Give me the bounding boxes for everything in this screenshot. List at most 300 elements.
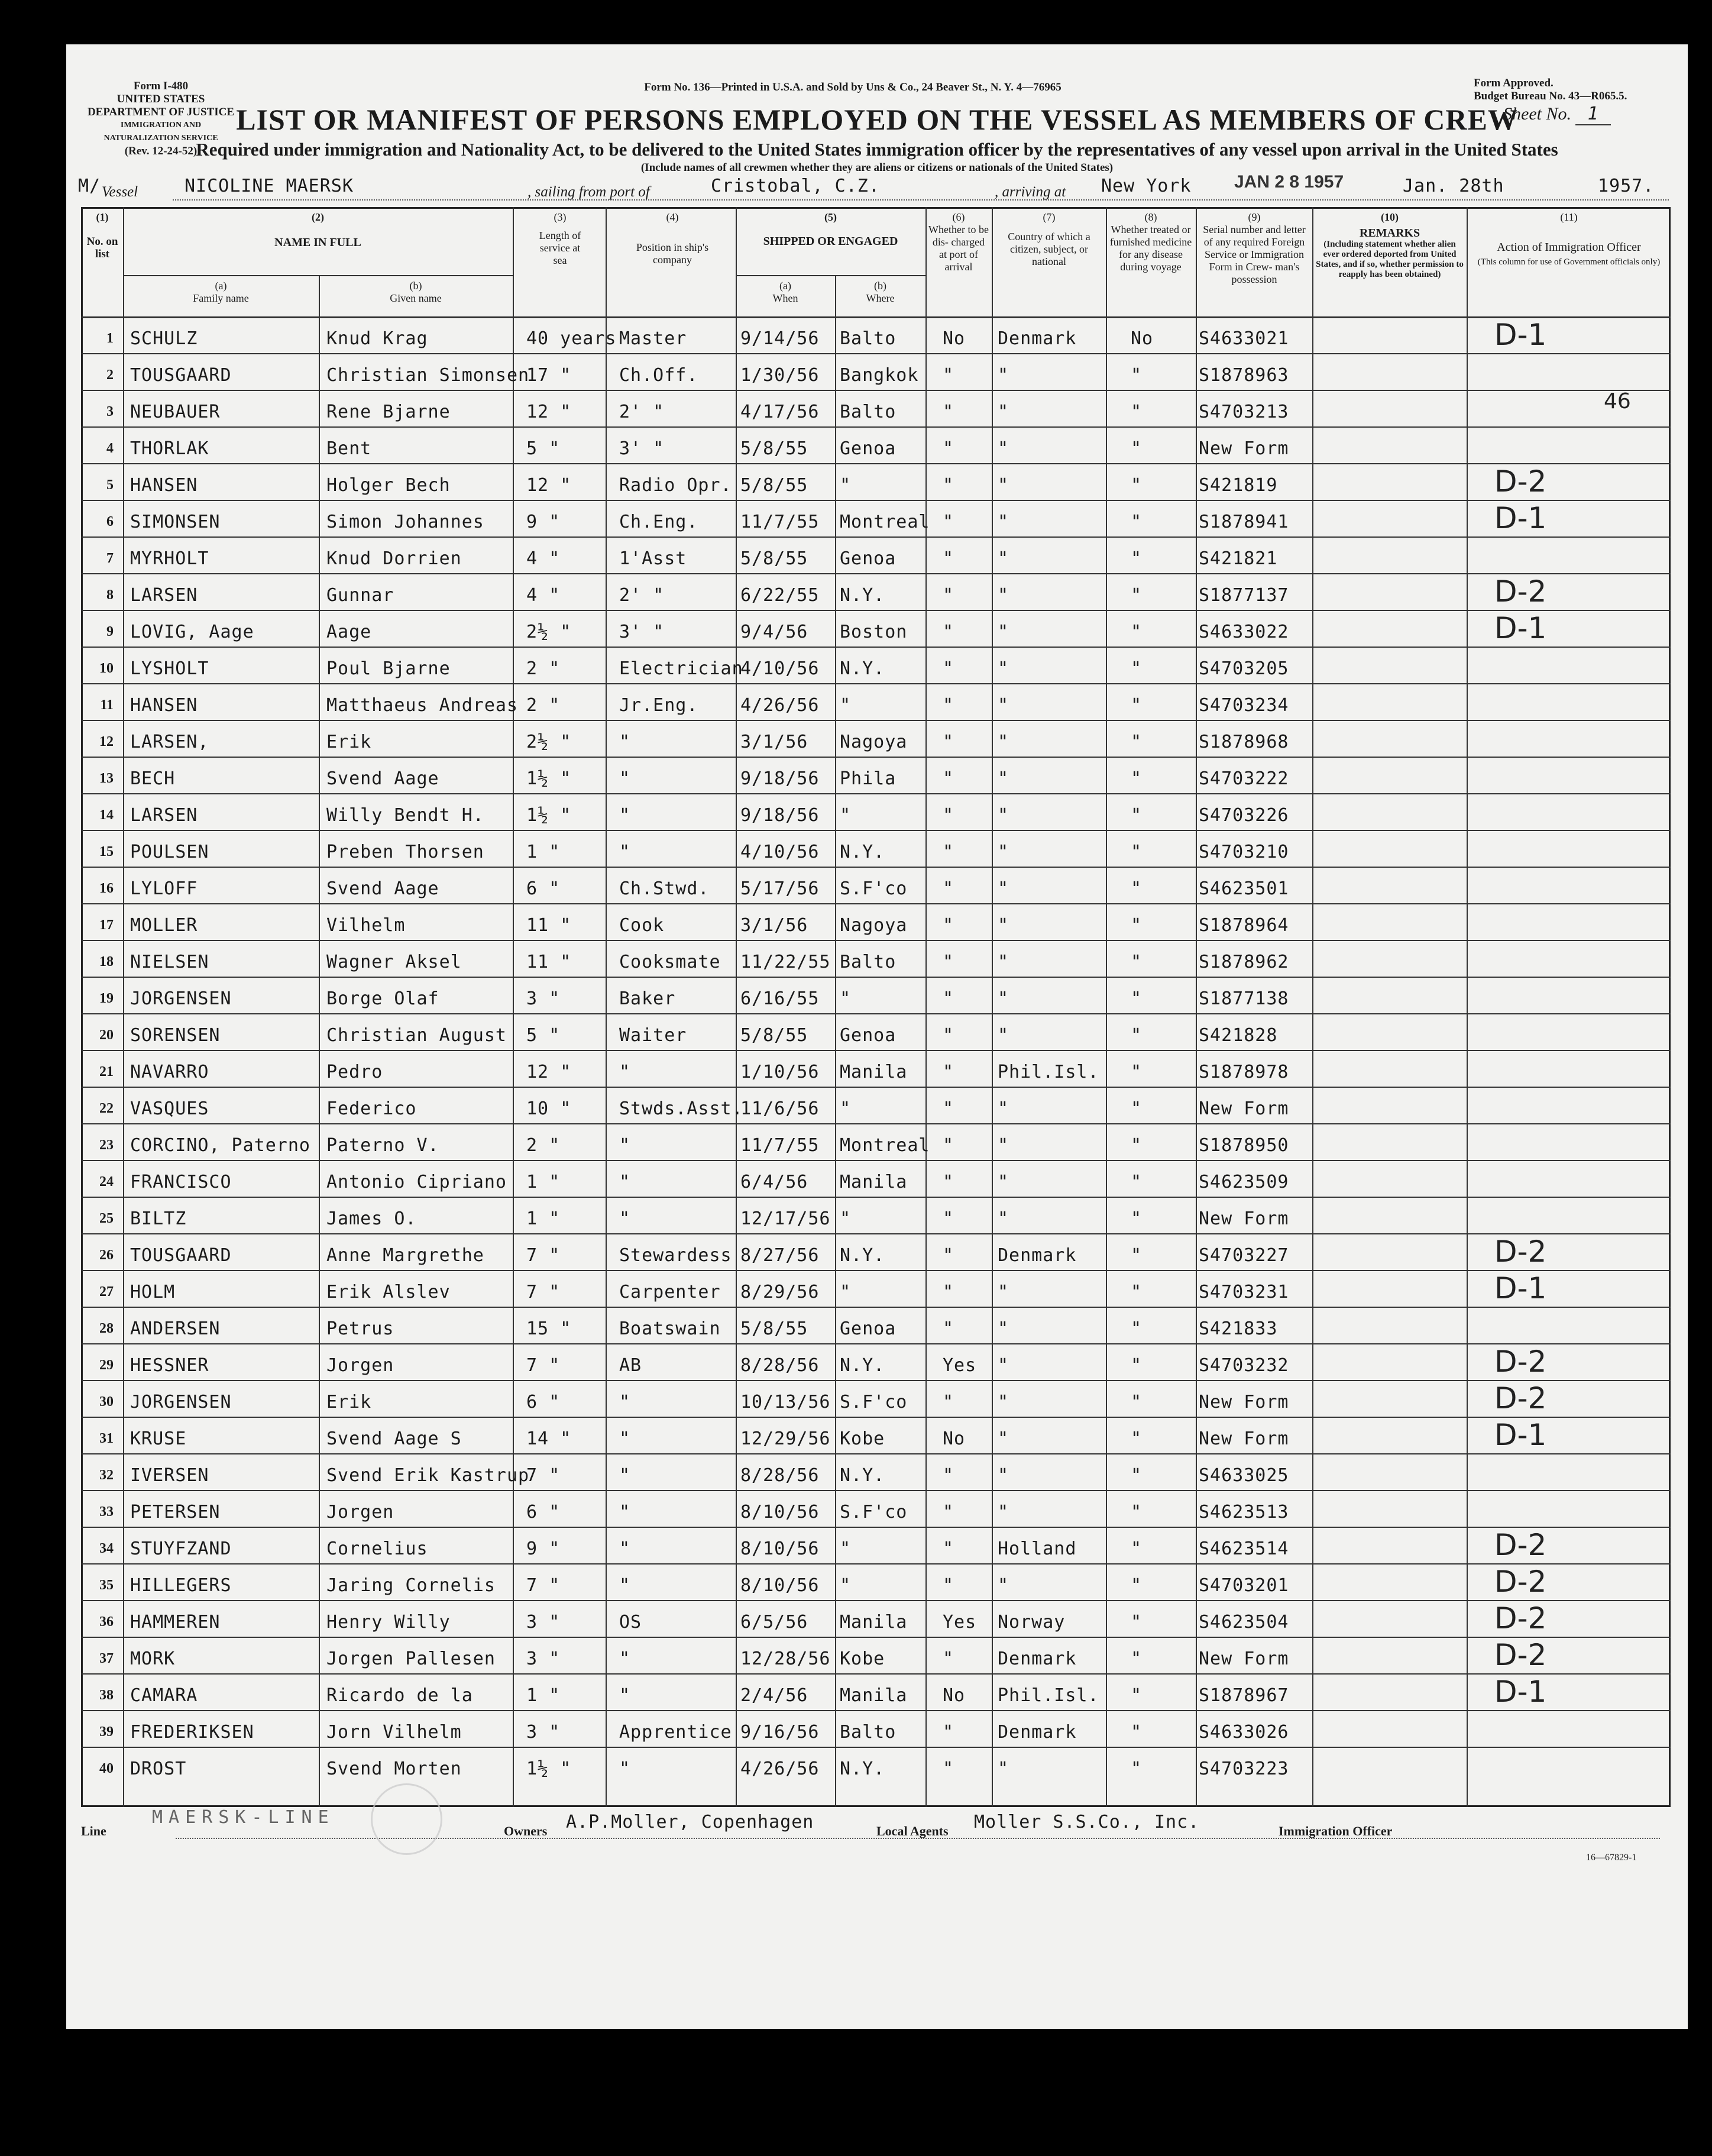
service-length: 9 " (526, 512, 561, 532)
officer-action: D-2 (1494, 1381, 1547, 1415)
serial-number: S1877137 (1199, 585, 1289, 606)
medicine: " (1131, 1428, 1143, 1449)
serial-number: S421833 (1199, 1318, 1278, 1339)
vessel-label: Vessel (102, 184, 138, 200)
serial-number: S1878962 (1199, 952, 1289, 972)
serial-number: S4703223 (1199, 1759, 1289, 1779)
family-name: LARSEN (130, 585, 198, 606)
service-length: 1 " (526, 842, 561, 862)
row-rule (81, 1307, 1671, 1308)
shipped-when: 2/4/56 (740, 1685, 808, 1706)
service-length: 1 " (526, 1685, 561, 1706)
given-name: Knud Dorrien (326, 548, 462, 569)
country: " (998, 915, 1009, 936)
shipped-when: 8/27/56 (740, 1245, 820, 1266)
country: Denmark (998, 1722, 1077, 1743)
row-number: 8 (106, 587, 114, 603)
serial-number: S4703210 (1199, 842, 1289, 862)
medicine: " (1131, 695, 1143, 716)
service-length: 9 " (526, 1538, 561, 1559)
shipped-where: " (840, 475, 852, 496)
position: Electrician (619, 658, 743, 679)
arrival-year: 1957. (1598, 176, 1655, 196)
discharged: " (943, 1722, 954, 1743)
position: 2' " (619, 585, 665, 606)
medicine: " (1131, 622, 1143, 642)
service-length: 17 " (526, 365, 572, 386)
position: AB (619, 1355, 642, 1376)
service-length: 2½ " (526, 732, 572, 752)
row-number: 11 (100, 697, 114, 713)
row-rule (81, 1673, 1671, 1675)
discharged: " (943, 1282, 954, 1302)
family-name: IVERSEN (130, 1465, 209, 1486)
position: " (619, 1465, 631, 1486)
shipped-where: Manila (840, 1062, 908, 1082)
officer-label: Immigration Officer (1279, 1824, 1393, 1838)
given-name: Federico (326, 1098, 417, 1119)
family-name: NAVARRO (130, 1062, 209, 1082)
row-rule (81, 647, 1671, 648)
family-name: MOLLER (130, 915, 198, 936)
medicine: " (1131, 1172, 1143, 1192)
given-name: Petrus (326, 1318, 394, 1339)
row-number: 14 (99, 807, 114, 823)
discharged: " (943, 768, 954, 789)
country: " (998, 1355, 1009, 1376)
serial-number: S1877138 (1199, 988, 1289, 1009)
shipped-when: 9/16/56 (740, 1722, 820, 1743)
position: Stwds.Asst. (619, 1098, 743, 1119)
given-name: Aage (326, 622, 372, 642)
row-number: 21 (99, 1064, 114, 1079)
serial-number: S4703234 (1199, 695, 1289, 716)
family-name: HOLM (130, 1282, 176, 1302)
position: OS (619, 1612, 642, 1633)
family-name: FREDERIKSEN (130, 1722, 254, 1743)
row-number: 5 (106, 477, 114, 493)
budget-bureau: Budget Bureau No. 43—R065.5. (1474, 90, 1627, 102)
country: " (998, 1465, 1009, 1486)
given-name: Jaring Cornelis (326, 1575, 496, 1596)
medicine: " (1131, 438, 1143, 459)
family-name: DROST (130, 1759, 187, 1779)
serial-number: S421821 (1199, 548, 1278, 569)
shipped-where: " (840, 988, 852, 1009)
position: Ch.Eng. (619, 512, 698, 532)
family-name: BILTZ (130, 1208, 187, 1229)
row-rule (81, 1160, 1671, 1161)
position: " (619, 1759, 631, 1779)
row-rule (81, 1417, 1671, 1418)
row-rule (81, 1563, 1671, 1565)
shipped-where: Manila (840, 1685, 908, 1706)
col2a-header: (a) Family name (193, 280, 249, 304)
family-name: STUYFZAND (130, 1538, 232, 1559)
serial-number: S4623509 (1199, 1172, 1289, 1192)
country: " (998, 842, 1009, 862)
country: " (998, 438, 1009, 459)
discharged: " (943, 1465, 954, 1486)
serial-number: S4703205 (1199, 658, 1289, 679)
shipped-where: N.Y. (840, 1759, 885, 1779)
position: " (619, 768, 631, 789)
col2-header: (2) NAME IN FULL (274, 211, 361, 249)
shipped-when: 12/28/56 (740, 1648, 831, 1669)
service-length: 5 " (526, 1025, 561, 1046)
position: Stewardess (619, 1245, 732, 1266)
position: " (619, 1502, 631, 1523)
service-length: 15 " (526, 1318, 572, 1339)
discharged: " (943, 695, 954, 716)
medicine: " (1131, 768, 1143, 789)
shipped-when: 6/4/56 (740, 1172, 808, 1192)
shipped-where: N.Y. (840, 585, 885, 606)
given-name: Jorn Vilhelm (326, 1722, 462, 1743)
shipped-when: 11/7/55 (740, 1135, 820, 1156)
medicine: " (1131, 1282, 1143, 1302)
service-length: 4 " (526, 585, 561, 606)
discharged: " (943, 1062, 954, 1082)
shipped-when: 5/8/55 (740, 438, 808, 459)
medicine: " (1131, 805, 1143, 826)
family-name: LARSEN (130, 805, 198, 826)
given-name: Preben Thorsen (326, 842, 484, 862)
given-name: Erik Alslev (326, 1282, 451, 1302)
arrival-port: New York (1101, 176, 1192, 196)
vessel-name: NICOLINE MAERSK (185, 176, 354, 196)
shipped-where: Kobe (840, 1428, 885, 1449)
arriving-label: , arriving at (995, 184, 1066, 200)
col2b-header: (b) Given name (390, 280, 442, 304)
row-number: 33 (99, 1504, 114, 1520)
given-name: Wagner Aksel (326, 952, 462, 972)
shipped-when: 12/29/56 (740, 1428, 831, 1449)
medicine: " (1131, 1722, 1143, 1743)
country: " (998, 695, 1009, 716)
row-number: 25 (99, 1211, 114, 1226)
shipped-when: 4/17/56 (740, 402, 820, 422)
serial-number: S4623501 (1199, 878, 1289, 899)
position: 1'Asst (619, 548, 687, 569)
serial-number: New Form (1199, 1392, 1289, 1412)
row-number: 19 (99, 991, 114, 1006)
col5b-header: (b) Where (866, 280, 895, 304)
position: 3' " (619, 622, 665, 642)
row-rule (81, 610, 1671, 611)
family-name: NIELSEN (130, 952, 209, 972)
family-name: CORCINO, Paterno (130, 1135, 310, 1156)
given-name: Christian Simonsen (326, 365, 530, 386)
family-name: TOUSGAARD (130, 365, 232, 386)
shipped-when: 11/6/56 (740, 1098, 820, 1119)
col6-header: (6) Whether to be dis- charged at port of arrival (928, 211, 989, 273)
given-name: Erik (326, 732, 372, 752)
position: " (619, 1172, 631, 1192)
row-number: 23 (99, 1137, 114, 1153)
serial-number: S421828 (1199, 1025, 1278, 1046)
shipped-where: Genoa (840, 1025, 897, 1046)
family-name: HAMMEREN (130, 1612, 221, 1633)
serial-number: S1878964 (1199, 915, 1289, 936)
row-number: 13 (99, 771, 114, 786)
service-length: 1½ " (526, 768, 572, 789)
serial-number: S4623514 (1199, 1538, 1289, 1559)
officer-action: D-2 (1494, 1234, 1547, 1269)
family-name: LYLOFF (130, 878, 198, 899)
crew-note: (Include names of all crewmen whether they are aliens or citizens or nationals of the United States) (640, 161, 1114, 174)
col5-header: (5) SHIPPED OR ENGAGED (763, 211, 898, 248)
footer (81, 1807, 1671, 1843)
service-length: 7 " (526, 1355, 561, 1376)
service-length: 12 " (526, 402, 572, 422)
given-name: Erik (326, 1392, 372, 1412)
family-name: POULSEN (130, 842, 209, 862)
row-number: 18 (99, 954, 114, 969)
country: Denmark (998, 328, 1077, 349)
medicine: " (1131, 1135, 1143, 1156)
position: 2' " (619, 402, 665, 422)
position: Baker (619, 988, 676, 1009)
medicine: " (1131, 1465, 1143, 1486)
row-rule (81, 1527, 1671, 1528)
shipped-when: 10/13/56 (740, 1392, 831, 1412)
medicine: " (1131, 842, 1143, 862)
sailing-port: Cristobal, C.Z. (711, 176, 880, 196)
row-rule (81, 390, 1671, 391)
given-name: Ricardo de la (326, 1685, 473, 1706)
family-name: HANSEN (130, 475, 198, 496)
col9-header: (9) Serial number and letter of any required Foreign Service or Immigration Form in Crew- man's possession (1203, 211, 1306, 285)
shipped-where: N.Y. (840, 1465, 885, 1486)
row-number: 7 (106, 551, 114, 566)
officer-action: D-2 (1494, 574, 1547, 609)
seal-stamp (371, 1783, 442, 1855)
position: Radio Opr. (619, 475, 732, 496)
row-number: 2 (106, 367, 114, 383)
row-number: 20 (99, 1027, 114, 1043)
given-name: Willy Bendt H. (326, 805, 484, 826)
officer-action: D-1 (1494, 501, 1547, 535)
position: " (619, 1538, 631, 1559)
given-name: Knud Krag (326, 328, 428, 349)
discharged: " (943, 1025, 954, 1046)
shipped-when: 5/8/55 (740, 1318, 808, 1339)
shipped-where: Montreal (840, 1135, 930, 1156)
service-length: 3 " (526, 1648, 561, 1669)
family-name: SIMONSEN (130, 512, 221, 532)
line-label: Line (81, 1824, 106, 1838)
medicine: " (1131, 1245, 1143, 1266)
shipped-when: 5/8/55 (740, 1025, 808, 1046)
position: Apprentice (619, 1722, 732, 1743)
discharged: " (943, 878, 954, 899)
country: " (998, 1098, 1009, 1119)
country: " (998, 1318, 1009, 1339)
serial-number: S4703232 (1199, 1355, 1289, 1376)
shipped-where: Balto (840, 952, 897, 972)
col11-header: (11) Action of Immigration Officer (This column for use of Government officials only) (1477, 211, 1661, 267)
col10-header: (10) REMARKS (Including statement whether alien ever ordered deported from United States, and if so, whether permission to reapply has been obtained) (1316, 211, 1464, 279)
given-name: Pedro (326, 1062, 383, 1082)
family-name: SCHULZ (130, 328, 198, 349)
row-number: 12 (99, 734, 114, 749)
shipped-where: Manila (840, 1172, 908, 1192)
row-rule (81, 1453, 1671, 1454)
shipped-when: 8/29/56 (740, 1282, 820, 1302)
sailing-label: , sailing from port of (527, 184, 650, 200)
department: UNITED STATES DEPARTMENT OF JUSTICE (87, 93, 235, 118)
discharged: " (943, 842, 954, 862)
medicine: " (1131, 1025, 1143, 1046)
position: Jr.Eng. (619, 695, 698, 716)
shipped-when: 8/28/56 (740, 1355, 820, 1376)
country: " (998, 1172, 1009, 1192)
medicine: " (1131, 1612, 1143, 1633)
page-subtitle: Required under immigration and Nationality Act, to be delivered to the United States immigration officer by the representatives of any vessel upon arrival in the United States (196, 139, 1558, 160)
form-code: 16—67829-1 (1586, 1853, 1637, 1863)
approval-block (1474, 77, 1669, 103)
medicine: " (1131, 732, 1143, 752)
shipped-when: 11/22/55 (740, 952, 831, 972)
shipped-when: 6/16/55 (740, 988, 820, 1009)
family-name: FRANCISCO (130, 1172, 232, 1192)
family-name: HANSEN (130, 695, 198, 716)
serial-number: S4703226 (1199, 805, 1289, 826)
medicine: " (1131, 1759, 1143, 1779)
sheet-number: 1 (1575, 104, 1610, 125)
shipped-when: 8/10/56 (740, 1538, 820, 1559)
country: " (998, 805, 1009, 826)
margin-note: 46 (1604, 389, 1631, 413)
given-name: Bent (326, 438, 372, 459)
country: " (998, 952, 1009, 972)
position: " (619, 1392, 631, 1412)
family-name: LARSEN, (130, 732, 209, 752)
line-name: MAERSK-LINE (152, 1807, 335, 1828)
service-length: 2½ " (526, 622, 572, 642)
serial-number: S4703213 (1199, 402, 1289, 422)
service-length: 2 " (526, 658, 561, 679)
serial-number: S4633021 (1199, 328, 1289, 349)
discharged: " (943, 1648, 954, 1669)
discharged: Yes (943, 1355, 977, 1376)
country: " (998, 1282, 1009, 1302)
officer-action: D-1 (1494, 1271, 1547, 1305)
shipped-where: Balto (840, 1722, 897, 1743)
row-rule (81, 1343, 1671, 1344)
discharged: " (943, 512, 954, 532)
given-name: Cornelius (326, 1538, 428, 1559)
country: " (998, 402, 1009, 422)
officer-action: D-2 (1494, 1638, 1547, 1672)
discharged: " (943, 1759, 954, 1779)
form-approved: Form Approved. (1474, 77, 1554, 89)
row-number: 32 (99, 1467, 114, 1483)
row-rule (81, 1013, 1671, 1014)
arrival-date: Jan. 28th (1403, 176, 1504, 196)
shipped-where: S.F'co (840, 878, 908, 899)
shipped-when: 4/10/56 (740, 658, 820, 679)
discharged: " (943, 658, 954, 679)
discharged: " (943, 365, 954, 386)
medicine: " (1131, 878, 1143, 899)
serial-number: S421819 (1199, 475, 1278, 496)
discharged: " (943, 805, 954, 826)
service-length: 11 " (526, 915, 572, 936)
given-name: Svend Aage (326, 768, 439, 789)
serial-number: New Form (1199, 1098, 1289, 1119)
row-number: 22 (99, 1101, 114, 1116)
shipped-where: " (840, 1282, 852, 1302)
discharged: No (943, 1428, 966, 1449)
row-number: 3 (106, 404, 114, 419)
vessel-rule (173, 199, 1669, 201)
service-length: 1½ " (526, 1759, 572, 1779)
shipped-where: S.F'co (840, 1502, 908, 1523)
given-name: Svend Aage S (326, 1428, 462, 1449)
given-name: Anne Margrethe (326, 1245, 484, 1266)
shipped-when: 8/10/56 (740, 1575, 820, 1596)
medicine: " (1131, 475, 1143, 496)
row-number: 4 (106, 441, 114, 456)
shipped-when: 1/30/56 (740, 365, 820, 386)
page-title: LIST OR MANIFEST OF PERSONS EMPLOYED ON THE VESSEL AS MEMBERS OF CREW (236, 103, 1518, 136)
vessel-prefix: M/ (78, 176, 101, 196)
col3-header: (3) Length of service at sea (539, 211, 581, 266)
position: Ch.Off. (619, 365, 698, 386)
country: " (998, 988, 1009, 1009)
discharged: " (943, 402, 954, 422)
position: " (619, 1062, 631, 1082)
shipped-when: 6/5/56 (740, 1612, 808, 1633)
given-name: Jorgen Pallesen (326, 1648, 496, 1669)
row-number: 37 (99, 1651, 114, 1666)
officer-action: D-2 (1494, 1528, 1547, 1562)
service-length: 11 " (526, 952, 572, 972)
serial-number: S4623513 (1199, 1502, 1289, 1523)
discharged: " (943, 952, 954, 972)
shipped-where: " (840, 1575, 852, 1596)
row-rule (81, 1380, 1671, 1381)
country: " (998, 622, 1009, 642)
service-length: 7 " (526, 1465, 561, 1486)
form-number: Form I-480 (133, 80, 189, 92)
country: " (998, 768, 1009, 789)
shipped-where: S.F'co (840, 1392, 908, 1412)
shipped-subrule (736, 275, 925, 276)
position: " (619, 805, 631, 826)
shipped-when: 3/1/56 (740, 915, 808, 936)
given-name: Poul Bjarne (326, 658, 451, 679)
discharged: " (943, 438, 954, 459)
row-rule (81, 1197, 1671, 1198)
row-number: 34 (99, 1541, 114, 1556)
shipped-when: 11/7/55 (740, 512, 820, 532)
family-name: HESSNER (130, 1355, 209, 1376)
service-length: 6 " (526, 1392, 561, 1412)
row-rule (81, 536, 1671, 538)
family-name: HILLEGERS (130, 1575, 232, 1596)
service-length: 1 " (526, 1172, 561, 1192)
shipped-where: Montreal (840, 512, 930, 532)
shipped-when: 4/10/56 (740, 842, 820, 862)
agents-label: Local Agents (876, 1824, 949, 1838)
serial-number: S4633025 (1199, 1465, 1289, 1486)
shipped-when: 6/22/55 (740, 585, 820, 606)
shipped-where: Genoa (840, 438, 897, 459)
shipped-where: " (840, 1098, 852, 1119)
